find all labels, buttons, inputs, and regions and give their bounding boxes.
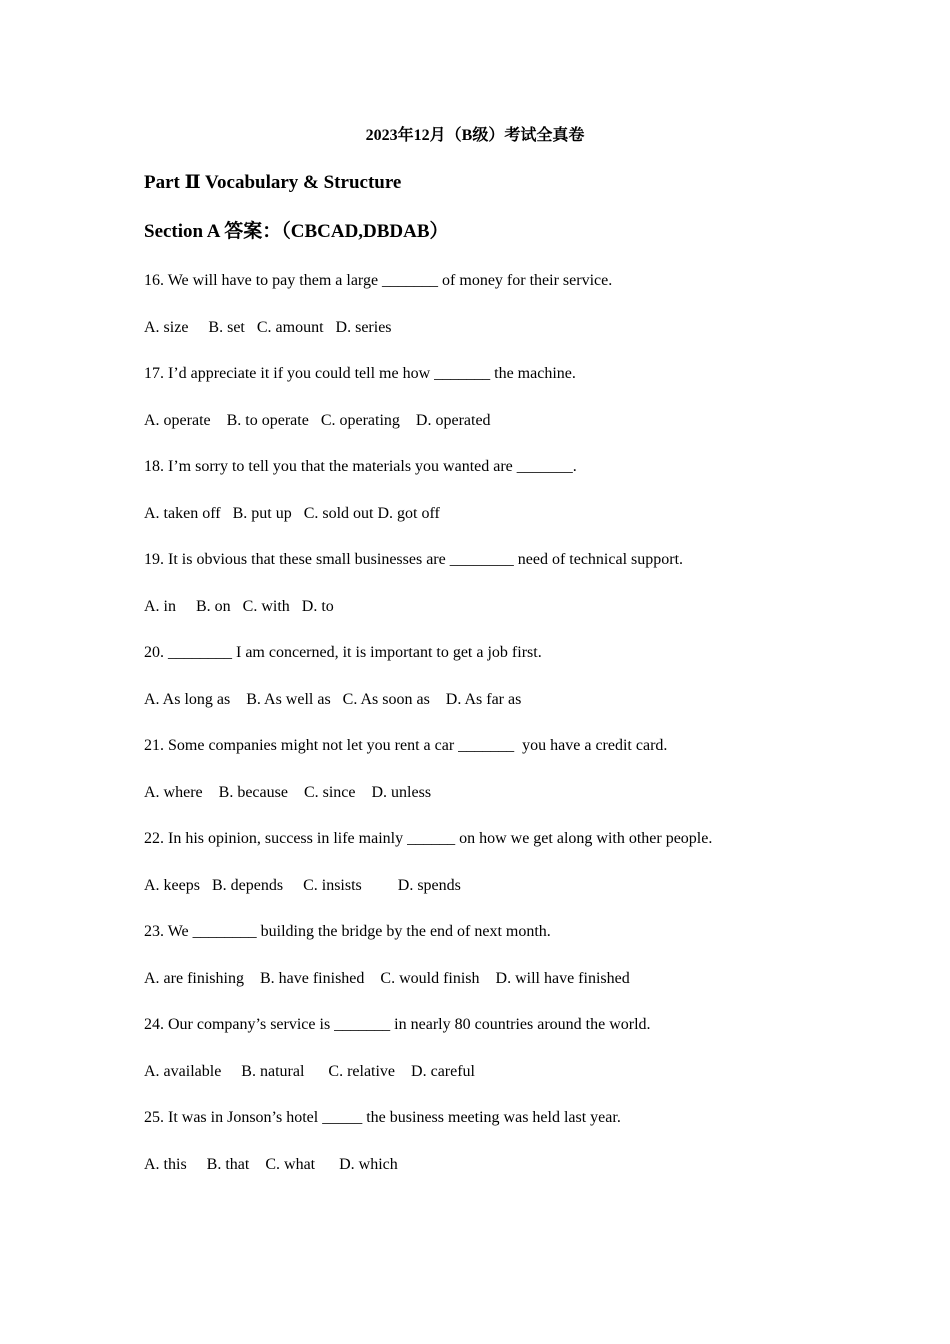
question-options: A. are finishing B. have finished C. would finish D. will have finished bbox=[144, 969, 630, 987]
question-22 bbox=[144, 828, 864, 921]
question-stem: 21. Some companies might not let you rent a car _______ you have a credit card. bbox=[144, 737, 668, 754]
question-stem: 25. It was in Jonson’s hotel _____ the business meeting was held last year. bbox=[144, 1109, 621, 1126]
question-options: A. As long as B. As well as C. As soon as D. As far as bbox=[144, 690, 522, 708]
question-list bbox=[144, 270, 864, 1200]
question-options: A. taken off B. put up C. sold out D. got off bbox=[144, 504, 440, 522]
section-heading: Section A 答案：（CBCAD,DBDAB） bbox=[144, 221, 449, 242]
question-options: A. available B. natural C. relative D. careful bbox=[144, 1062, 475, 1080]
question-stem: 20. ________ I am concerned, it is important to get a job first. bbox=[144, 644, 542, 661]
question-stem: 24. Our company’s service is _______ in nearly 80 countries around the world. bbox=[144, 1016, 651, 1033]
part-heading: Part Ⅱ Vocabulary & Structure bbox=[144, 172, 402, 193]
question-stem: 22. In his opinion, success in life mainly ______ on how we get along with other people. bbox=[144, 830, 713, 847]
question-16 bbox=[144, 270, 864, 363]
question-options: A. size B. set C. amount D. series bbox=[144, 318, 392, 336]
question-23 bbox=[144, 921, 864, 1014]
question-stem: 16. We will have to pay them a large _______ of money for their service. bbox=[144, 272, 613, 289]
question-options: A. keeps B. depends C. insists D. spends bbox=[144, 876, 461, 894]
question-options: A. where B. because C. since D. unless bbox=[144, 783, 432, 801]
question-options: A. this B. that C. what D. which bbox=[144, 1155, 398, 1173]
question-stem: 17. I’d appreciate it if you could tell me how _______ the machine. bbox=[144, 365, 576, 382]
question-options: A. in B. on C. with D. to bbox=[144, 597, 334, 615]
question-19 bbox=[144, 549, 864, 642]
question-stem: 23. We ________ building the bridge by the end of next month. bbox=[144, 923, 551, 940]
question-options: A. operate B. to operate C. operating D. operated bbox=[144, 411, 491, 429]
question-24 bbox=[144, 1014, 864, 1107]
question-25 bbox=[144, 1107, 864, 1200]
document-title: 2023年12月（B级）考试全真卷 bbox=[365, 127, 585, 144]
question-20 bbox=[144, 642, 864, 735]
question-17 bbox=[144, 363, 864, 456]
question-21 bbox=[144, 735, 864, 828]
question-stem: 19. It is obvious that these small businesses are ________ need of technical support. bbox=[144, 551, 684, 568]
question-18 bbox=[144, 456, 864, 549]
question-stem: 18. I’m sorry to tell you that the materials you wanted are _______. bbox=[144, 458, 577, 475]
